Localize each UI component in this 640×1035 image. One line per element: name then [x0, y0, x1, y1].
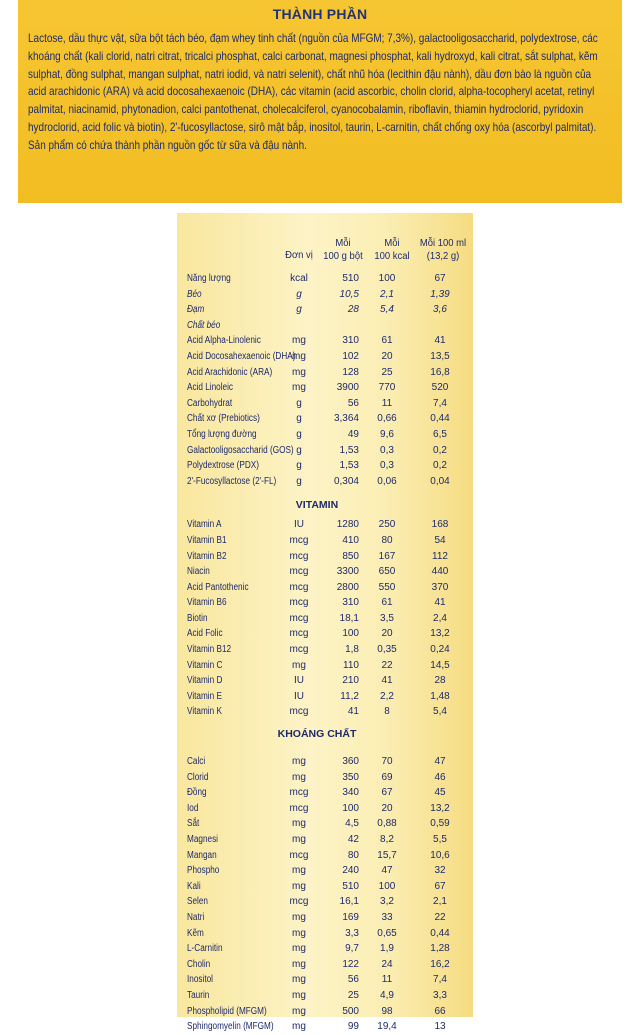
- value-per-100g: 56: [347, 974, 359, 986]
- value-per-100g: 110: [343, 659, 359, 671]
- value-per-100ml: 1,48: [430, 690, 450, 702]
- value-per-100g: 3,3: [345, 927, 359, 939]
- table-row: [185, 941, 469, 957]
- nutrient-name: Inositol: [187, 974, 213, 986]
- table-row: [185, 611, 469, 627]
- value-per-100kcal: 47: [381, 865, 393, 877]
- value-per-100g: 510: [342, 880, 359, 892]
- value-per-100ml: 3,3: [433, 989, 447, 1001]
- table-row: [185, 642, 469, 658]
- nutrient-unit: mg: [292, 818, 306, 830]
- table-row: [185, 549, 469, 565]
- value-per-100g: 850: [342, 550, 359, 562]
- value-per-100ml: 168: [431, 519, 449, 531]
- header-unit: Đơn vị: [285, 249, 313, 261]
- vitamin-section-title: VITAMIN: [295, 499, 339, 512]
- value-per-100kcal: 0,3: [380, 444, 394, 456]
- nutrient-unit: mg: [292, 366, 306, 378]
- table-row: [185, 517, 469, 533]
- value-per-100g: 10,5: [339, 288, 359, 300]
- nutrient-unit: mg: [292, 927, 306, 939]
- value-per-100kcal: 33: [381, 911, 393, 923]
- value-per-100ml: 16,2: [430, 958, 450, 970]
- table-row: [185, 972, 469, 988]
- nutrient-name: Acid Pantothenic: [187, 581, 249, 593]
- nutrient-name: Kẽm: [187, 927, 204, 939]
- nutrient-unit: mcg: [289, 566, 309, 578]
- value-per-100kcal: 0,35: [377, 644, 397, 656]
- value-per-100ml: 3,6: [433, 304, 447, 316]
- value-per-100g: 360: [342, 756, 359, 768]
- value-per-100g: 99: [347, 1021, 359, 1033]
- value-per-100ml: 66: [434, 1005, 446, 1017]
- value-per-100kcal: 24: [381, 958, 393, 970]
- value-per-100ml: 67: [434, 880, 446, 892]
- nutrient-name: Vitamin C: [187, 659, 223, 671]
- value-per-100g: 122: [342, 958, 359, 970]
- table-row: [185, 365, 469, 381]
- nutrient-name: Cholin: [187, 958, 211, 970]
- table-row: [185, 879, 469, 895]
- value-per-100ml: 41: [434, 597, 446, 609]
- value-per-100g: 3900: [336, 382, 359, 394]
- nutrient-name: Đạm: [187, 304, 205, 316]
- table-row: [185, 427, 469, 443]
- table-row: [185, 349, 469, 365]
- value-per-100g: 1,53: [339, 460, 359, 472]
- value-per-100ml: 5,5: [433, 834, 447, 845]
- value-per-100g: 169: [342, 911, 359, 923]
- nutrient-name: Acid Folic: [187, 628, 223, 640]
- table-row: [185, 894, 469, 910]
- value-per-100kcal: 25: [381, 366, 393, 378]
- value-per-100g: 0,304: [333, 475, 359, 487]
- value-per-100kcal: 4,9: [380, 989, 394, 1001]
- nutrient-name: Vitamin A: [187, 519, 222, 531]
- table-row: [185, 689, 469, 705]
- value-per-100ml: 10,6: [430, 849, 450, 861]
- value-per-100kcal: 0,88: [377, 818, 397, 830]
- value-per-100ml: 520: [431, 382, 449, 394]
- nutrient-unit: mcg: [289, 787, 309, 799]
- nutrient-unit: mcg: [289, 802, 309, 814]
- table-row: [185, 533, 469, 549]
- value-per-100g: 42: [347, 834, 359, 845]
- table-row: [185, 411, 469, 427]
- table-row: [185, 302, 469, 318]
- value-per-100kcal: 0,06: [377, 475, 397, 487]
- value-per-100kcal: 11: [381, 974, 393, 986]
- nutrient-unit: g: [296, 397, 302, 409]
- nutrient-name: Béo: [187, 288, 202, 300]
- nutrient-name: Galactooligosaccharid (GOS): [187, 444, 294, 456]
- nutrient-unit: mg: [292, 771, 306, 783]
- value-per-100kcal: 8,2: [380, 834, 394, 845]
- value-per-100ml: 370: [431, 581, 449, 593]
- value-per-100kcal: 0,66: [377, 413, 397, 425]
- value-per-100g: 41: [347, 706, 359, 718]
- value-per-100kcal: 2,2: [380, 690, 394, 702]
- value-per-100kcal: 67: [381, 787, 393, 799]
- table-row: [185, 443, 469, 459]
- value-per-100kcal: 98: [381, 1005, 393, 1017]
- nutrient-unit: mcg: [289, 706, 309, 718]
- value-per-100ml: 54: [434, 534, 446, 546]
- nutrient-name: Vitamin B6: [187, 597, 227, 609]
- nutrient-name: Vitamin K: [187, 706, 222, 718]
- value-per-100ml: 7,4: [433, 974, 447, 986]
- value-per-100ml: 22: [434, 911, 446, 923]
- value-per-100kcal: 15,7: [377, 849, 397, 861]
- value-per-100ml: 16,8: [430, 366, 450, 378]
- nutrient-name: Phospho: [187, 865, 220, 877]
- nutrient-name: Selen: [187, 896, 208, 908]
- value-per-100ml: 112: [432, 550, 448, 562]
- nutrient-name: Vitamin B12: [187, 644, 232, 656]
- nutrient-unit: mcg: [289, 550, 309, 562]
- nutrients-section: [185, 271, 469, 489]
- value-per-100g: 18,1: [339, 612, 359, 624]
- value-per-100kcal: 770: [378, 382, 396, 394]
- nutrient-unit: mg: [292, 974, 306, 986]
- value-per-100g: 25: [347, 989, 359, 1001]
- nutrient-name: Acid Alpha-Linolenic: [187, 335, 261, 347]
- nutrient-name: Năng lượng: [187, 273, 231, 284]
- nutrition-panel: [177, 213, 473, 1033]
- nutrient-name: 2'-Fucosyllactose (2'-FL): [187, 475, 277, 487]
- value-per-100ml: 0,04: [430, 475, 450, 487]
- nutrient-unit: mg: [292, 880, 306, 892]
- nutrient-name: Clorid: [187, 771, 209, 783]
- value-per-100kcal: 70: [381, 756, 393, 768]
- value-per-100kcal: 0,3: [380, 460, 394, 472]
- value-per-100kcal: 100: [378, 273, 396, 284]
- nutrient-unit: mcg: [289, 628, 309, 640]
- value-per-100g: 28: [347, 304, 359, 316]
- header-per-100kcal-label: Mỗi: [384, 237, 400, 249]
- nutrient-name: Kali: [187, 880, 201, 892]
- nutrient-name: Vitamin B2: [187, 550, 227, 562]
- ingredients-title: THÀNH PHẦN: [272, 6, 368, 22]
- value-per-100ml: 13: [434, 1021, 446, 1033]
- nutrient-unit: g: [296, 475, 302, 487]
- value-per-100g: 3,364: [333, 413, 359, 425]
- value-per-100kcal: 20: [381, 802, 393, 814]
- value-per-100g: 16,1: [339, 896, 359, 908]
- nutrient-unit: mcg: [289, 849, 309, 861]
- table-row: [185, 832, 469, 848]
- nutrient-unit: g: [296, 444, 302, 456]
- nutrition-table: [185, 213, 469, 1035]
- value-per-100ml: 5,4: [433, 706, 447, 718]
- value-per-100g: 1280: [336, 519, 359, 531]
- header-per-100ml-sub: (13,2 g): [426, 250, 460, 262]
- value-per-100kcal: 20: [381, 350, 393, 362]
- value-per-100ml: 67: [434, 273, 446, 284]
- vitamins-section: [185, 517, 469, 720]
- table-row: [185, 704, 469, 720]
- nutrient-unit: IU: [294, 690, 304, 702]
- table-row: [185, 785, 469, 801]
- nutrient-name: Sắt: [187, 818, 200, 830]
- value-per-100kcal: 61: [381, 597, 393, 609]
- table-row: [185, 957, 469, 973]
- table-row: [185, 1004, 469, 1020]
- nutrient-unit: g: [296, 288, 302, 300]
- nutrient-name: Niacin: [187, 566, 210, 578]
- table-row: [185, 333, 469, 349]
- nutrient-unit: mg: [292, 659, 306, 671]
- nutrient-unit: IU: [294, 675, 304, 687]
- nutrient-name: Magnesi: [187, 834, 219, 845]
- nutrient-name: Natri: [187, 911, 205, 923]
- nutrient-name: Vitamin D: [187, 675, 223, 687]
- header-per-100kcal-sub: 100 kcal: [374, 250, 410, 262]
- value-per-100kcal: 1,9: [380, 943, 394, 955]
- table-row: [185, 396, 469, 412]
- header-per-100g-label: Mỗi: [335, 237, 351, 249]
- nutrition-table-header: [185, 213, 469, 271]
- value-per-100g: 100: [342, 628, 359, 640]
- nutrient-unit: mg: [292, 1021, 306, 1033]
- table-row: [185, 770, 469, 786]
- nutrient-name: Taurin: [187, 989, 210, 1001]
- value-per-100ml: 440: [431, 566, 449, 578]
- table-row: [185, 988, 469, 1004]
- value-per-100kcal: 8: [384, 706, 390, 718]
- table-row: [185, 926, 469, 942]
- value-per-100kcal: 5,4: [380, 304, 394, 316]
- nutrient-name: Chất xơ (Prebiotics): [187, 413, 260, 425]
- table-row: [185, 287, 469, 303]
- table-row: [185, 564, 469, 580]
- value-per-100kcal: 0,65: [377, 927, 397, 939]
- value-per-100g: 310: [342, 597, 359, 609]
- value-per-100kcal: 41: [381, 675, 393, 687]
- nutrient-name: Carbohydrat: [187, 397, 233, 409]
- value-per-100kcal: 11: [381, 397, 393, 409]
- nutrient-unit: g: [296, 428, 302, 440]
- table-row: [185, 626, 469, 642]
- value-per-100ml: 47: [434, 756, 446, 768]
- value-per-100kcal: 80: [381, 534, 393, 546]
- table-row: [185, 863, 469, 879]
- value-per-100ml: 14,5: [430, 659, 450, 671]
- value-per-100g: 9,7: [345, 943, 359, 955]
- value-per-100ml: 0,59: [430, 818, 450, 830]
- value-per-100ml: 46: [434, 771, 446, 783]
- value-per-100kcal: 22: [381, 659, 393, 671]
- value-per-100g: 310: [342, 335, 359, 347]
- table-row: [185, 658, 469, 674]
- value-per-100ml: 13,2: [430, 628, 450, 640]
- value-per-100ml: 1,39: [430, 288, 450, 300]
- table-row: [185, 848, 469, 864]
- nutrient-name: Đồng: [187, 787, 207, 799]
- value-per-100ml: 0,44: [430, 413, 450, 425]
- value-per-100kcal: 100: [378, 880, 396, 892]
- nutrient-name: Sphingomyelin (MFGM): [187, 1021, 274, 1033]
- nutrient-unit: mcg: [289, 896, 309, 908]
- nutrient-unit: mg: [292, 865, 306, 877]
- value-per-100g: 11,2: [340, 690, 359, 702]
- value-per-100g: 1,8: [345, 644, 359, 656]
- value-per-100ml: 2,4: [433, 612, 447, 624]
- mineral-section-title: KHOÁNG CHẤT: [277, 728, 357, 741]
- value-per-100g: 210: [342, 675, 359, 687]
- nutrient-unit: g: [296, 413, 302, 425]
- value-per-100g: 56: [347, 397, 359, 409]
- nutrient-unit: mcg: [289, 597, 309, 609]
- table-row: [185, 318, 469, 334]
- value-per-100ml: 0,2: [433, 444, 447, 456]
- nutrient-name: Calci: [187, 756, 206, 768]
- nutrient-name: Acid Linoleic: [187, 382, 234, 394]
- nutrient-name: L-Carnitin: [187, 943, 223, 955]
- value-per-100g: 4,5: [345, 818, 359, 830]
- nutrient-unit: g: [296, 460, 302, 472]
- nutrient-unit: mcg: [289, 612, 309, 624]
- value-per-100kcal: 167: [378, 550, 396, 562]
- nutrient-unit: kcal: [290, 273, 308, 284]
- value-per-100ml: 0,2: [433, 460, 447, 472]
- table-row: [185, 754, 469, 770]
- table-row: [185, 380, 469, 396]
- value-per-100ml: 41: [434, 335, 446, 347]
- value-per-100g: 1,53: [339, 444, 359, 456]
- table-row: [185, 458, 469, 474]
- nutrient-unit: mcg: [289, 534, 309, 546]
- value-per-100ml: 1,28: [430, 943, 450, 955]
- nutrient-unit: mg: [292, 335, 306, 347]
- value-per-100g: 500: [342, 1005, 359, 1017]
- value-per-100kcal: 250: [378, 519, 396, 531]
- table-row: [185, 910, 469, 926]
- nutrient-unit: mg: [292, 350, 306, 362]
- table-row: [185, 673, 469, 689]
- value-per-100g: 2800: [336, 581, 359, 593]
- nutrient-name: Chất béo: [187, 319, 221, 331]
- nutrient-unit: mg: [292, 989, 306, 1001]
- value-per-100kcal: 3,2: [380, 896, 394, 908]
- value-per-100g: 410: [342, 534, 359, 546]
- value-per-100g: 128: [342, 366, 359, 378]
- nutrient-unit: mg: [292, 1005, 306, 1017]
- nutrient-unit: mcg: [289, 644, 309, 656]
- value-per-100g: 240: [342, 865, 359, 877]
- nutrient-unit: mg: [292, 382, 306, 394]
- nutrient-name: Vitamin E: [187, 690, 222, 702]
- value-per-100ml: 32: [434, 865, 446, 877]
- nutrient-name: Biotin: [187, 612, 208, 624]
- nutrient-unit: mg: [292, 943, 306, 955]
- value-per-100kcal: 9,6: [380, 428, 394, 440]
- table-row: [185, 1019, 469, 1035]
- nutrient-unit: mg: [292, 756, 306, 768]
- nutrient-name: Phospholipid (MFGM): [187, 1005, 267, 1017]
- value-per-100kcal: 2,1: [380, 288, 394, 300]
- table-row: [185, 271, 469, 287]
- value-per-100g: 3300: [336, 566, 359, 578]
- table-row: [185, 816, 469, 832]
- table-row: [185, 801, 469, 817]
- nutrient-name: Vitamin B1: [187, 534, 227, 546]
- nutrient-unit: mcg: [289, 581, 309, 593]
- value-per-100g: 510: [342, 273, 359, 284]
- minerals-section: [185, 754, 469, 1035]
- nutrient-name: Iod: [187, 802, 199, 814]
- value-per-100ml: 7,4: [433, 397, 447, 409]
- nutrient-unit: g: [296, 304, 302, 316]
- header-per-100g-sub: 100 g bột: [323, 250, 363, 262]
- value-per-100kcal: 61: [381, 335, 393, 347]
- value-per-100kcal: 3,5: [380, 612, 394, 624]
- value-per-100ml: 13,2: [430, 802, 450, 814]
- value-per-100kcal: 19,4: [377, 1021, 397, 1033]
- table-row: [185, 580, 469, 596]
- value-per-100ml: 6,5: [433, 428, 447, 440]
- value-per-100g: 340: [342, 787, 359, 799]
- table-row: [185, 595, 469, 611]
- nutrient-unit: mg: [292, 958, 306, 970]
- ingredients-text: Lactose, dầu thực vật, sữa bột tách béo, đạm whey tinh chất (nguồn của MFGM; 7,3%), galactooligosaccharid, polydextrose, các khoáng chất (kali clorid, natri citrat, tricalci phosphat, calci carbonat, magnesi phosphat, kali hydroxyd, kali citrat, sắt sulphat, kẽm sulphat, đồng sulphat, mangan sulphat, natri iodid, và natri selenit), chất nhũ hóa (lecithin đậu nành), dầu đơn bào là nguồn của acid arachidonic (ARA) và acid docosahexaenoic (DHA), các vitamin (acid ascorbic, cholin clorid, alpha-tocopheryl acetat, retinyl palmitat, niacinamid, phytonadion, calci pantothenat, cholecalciferol, cyanocobalamin, riboflavin, thiamin hydroclorid, pyridoxin hydroclorid, acid folic và biotin), 2'-fucosyllactose, sirô mật bắp, inositol, taurin, L-carnitin, chất chống oxy hóa (ascorbyl palmitat). Sản phẩm có chứa thành phần nguồn gốc từ sữa và đậu nành.: [28, 32, 598, 152]
- value-per-100g: 100: [342, 802, 359, 814]
- value-per-100ml: 2,1: [433, 896, 447, 908]
- value-per-100kcal: 550: [378, 581, 396, 593]
- value-per-100g: 102: [342, 350, 359, 362]
- nutrient-name: Acid Arachidonic (ARA): [187, 366, 273, 378]
- nutrient-name: Acid Docosahexaenoic (DHA): [187, 350, 296, 362]
- ingredients-panel: [18, 0, 622, 203]
- value-per-100ml: 13,5: [430, 350, 450, 362]
- value-per-100g: 80: [347, 849, 359, 861]
- value-per-100ml: 45: [434, 787, 446, 799]
- nutrient-unit: mg: [292, 834, 306, 845]
- header-per-100ml-label: Mỗi 100 ml: [419, 237, 467, 249]
- value-per-100g: 350: [342, 771, 359, 783]
- value-per-100ml: 0,44: [430, 927, 450, 939]
- value-per-100ml: 28: [434, 675, 446, 687]
- value-per-100kcal: 69: [381, 771, 393, 783]
- value-per-100kcal: 650: [378, 566, 396, 578]
- nutrient-name: Polydextrose (PDX): [187, 460, 260, 472]
- nutrient-unit: IU: [294, 519, 304, 531]
- nutrient-unit: mg: [292, 911, 306, 923]
- value-per-100g: 49: [347, 428, 359, 440]
- table-row: [185, 474, 469, 490]
- value-per-100ml: 0,24: [430, 644, 450, 656]
- value-per-100kcal: 20: [381, 628, 393, 640]
- nutrient-name: Tổng lượng đường: [187, 428, 257, 440]
- nutrient-name: Mangan: [187, 849, 217, 861]
